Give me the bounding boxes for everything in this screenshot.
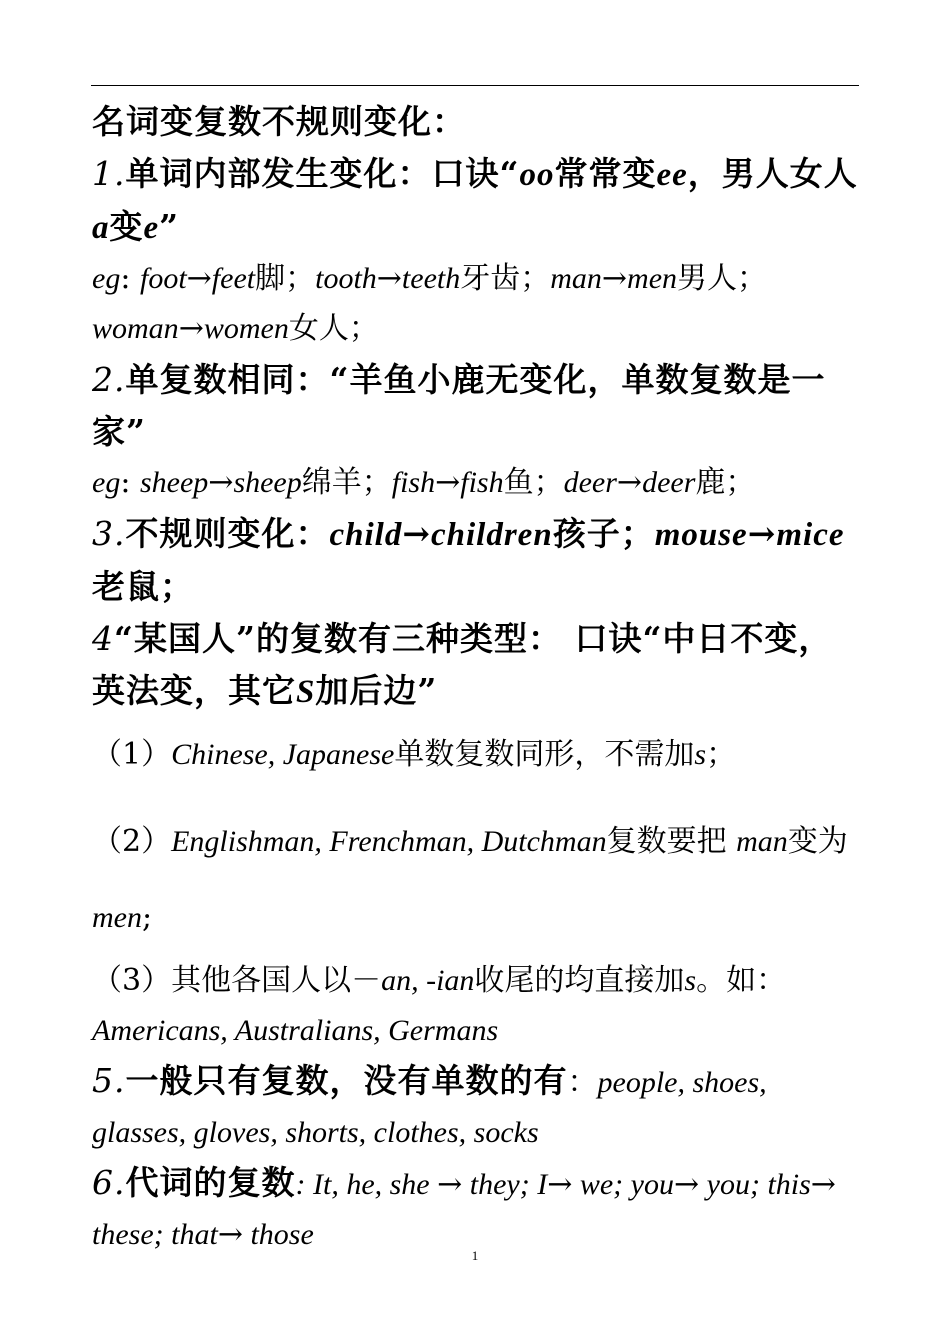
header-rule	[91, 85, 859, 86]
section-1-heading: 1.单词内部发生变化：口诀“oo常常变ee，男人女人a变e”	[92, 154, 858, 246]
page-title: 名词变复数不规则变化：	[92, 102, 466, 141]
section-2-examples: eg: sheep→sheep绵羊；fish→fish鱼；deer→deer鹿；	[92, 465, 756, 500]
section-4-item-1: （1）Chinese, Japanese单数复数同形，不需加s；	[92, 737, 737, 772]
section-2-heading: 2.单复数相同：“羊鱼小鹿无变化，单数复数是一家”	[92, 360, 826, 451]
section-3-heading: 3.不规则变化：child→children孩子；mouse→mice老鼠；	[92, 514, 845, 606]
section-6: 6.代词的复数: It, he, she → they; I→ we; you→ you; this→ these; that→ those	[92, 1163, 836, 1252]
section-5: 5.一般只有复数，没有单数的有：people, shoes, glasses, gloves, shorts, clothes, socks	[92, 1061, 767, 1149]
section-1-examples: eg: foot→feet脚；tooth→teeth牙齿；man→men男人； woman→women女人；	[92, 261, 768, 346]
section-4-item-3: （3）其他各国人以－an, -ian收尾的均直接加s。如：Americans, Australians, Germans	[92, 963, 787, 1047]
section-4-item-2: （2）Englishman, Frenchman, Dutchman复数要把 man变为men;	[92, 824, 848, 935]
document-body	[92, 96, 860, 1260]
page-number: 1	[471, 1248, 479, 1263]
section-4-heading: 4“某国人”的复数有三种类型： 口诀“中日不变，英法变，其它S加后边”	[92, 619, 833, 710]
